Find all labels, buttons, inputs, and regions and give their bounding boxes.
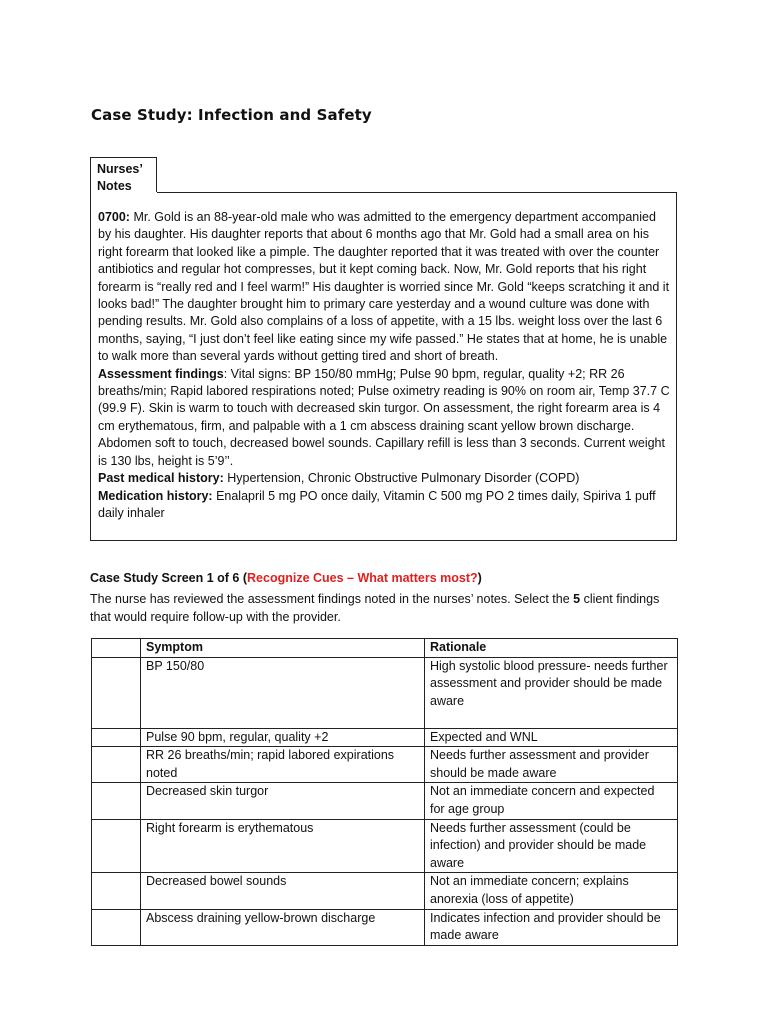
- select-column-header: [92, 639, 141, 658]
- instruction-pre: The nurse has reviewed the assessment findings noted in the nurses’ notes. Select the: [90, 592, 574, 606]
- symptom-cell: BP 150/80: [141, 657, 425, 728]
- nurses-notes-box: [90, 157, 677, 541]
- symptom-cell: RR 26 breaths/min; rapid labored expirations noted: [141, 747, 425, 783]
- rationale-cell: High systolic blood pressure- needs further assessment and provider should be made aware: [425, 657, 678, 728]
- note-0700: [98, 209, 672, 366]
- screen-heading: [90, 571, 482, 585]
- rationale-cell: Not an immediate concern; explains anorexia (loss of appetite): [425, 873, 678, 909]
- note-assessment-label: Assessment findings: [98, 366, 224, 381]
- select-cell[interactable]: [92, 657, 141, 728]
- note-medication: [98, 488, 672, 523]
- rationale-cell: Expected and WNL: [425, 728, 678, 747]
- select-cell[interactable]: [92, 873, 141, 909]
- note-0700-text: Mr. Gold is an 88-year-old male who was admitted to the emergency department accompanied by his daughter. His daughter reports that about 6 months ago that Mr. Gold had a small area on his right forearm that looked like a pimple. The daughter reported that it was treated with over the counter antibiotics and regular hot compresses, but it kept coming back. Now, Mr. Gold reports that his right forearm is “really red and I feel warm!” His daughter is worried since Mr. Gold “keeps scratching it and it looks bad!” The daughter brought him to primary care yesterday and a wound culture was done with pending results. Mr. Gold also complains of a loss of appetite, with a 15 lbs. weight loss over the last 6 months, saying, “I just don’t feel like eating since my wife passed.” He states that at home, he is unable to walk more than several yards without getting tired and short of breath.: [98, 210, 670, 364]
- table-row: [92, 728, 678, 747]
- note-medication-label: Medication history:: [98, 488, 213, 503]
- page-title: Case Study: Infection and Safety: [91, 106, 372, 124]
- select-cell[interactable]: [92, 819, 141, 873]
- findings-table: [91, 638, 678, 946]
- screen-heading-text: Case Study Screen 1 of 6 (: [90, 571, 248, 585]
- symptom-column-header: Symptom: [141, 639, 425, 658]
- screen-heading-close: ): [477, 571, 482, 585]
- select-cell[interactable]: [92, 728, 141, 747]
- screen-instructions: [90, 590, 680, 626]
- table-row: [92, 909, 678, 945]
- select-cell[interactable]: [92, 783, 141, 819]
- table-header-row: [92, 639, 678, 658]
- table-row: [92, 819, 678, 873]
- note-pmh-text: Hypertension, Chronic Obstructive Pulmonary Disorder (COPD): [223, 471, 580, 486]
- notes-frame: [90, 192, 677, 541]
- note-0700-label: 0700:: [98, 210, 130, 224]
- nurses-notes-tab: [90, 157, 157, 192]
- note-assessment: [98, 366, 672, 470]
- table-row: [92, 747, 678, 783]
- select-cell[interactable]: [92, 909, 141, 945]
- rationale-column-header: Rationale: [425, 639, 678, 658]
- symptom-cell: Abscess draining yellow-brown discharge: [141, 909, 425, 945]
- symptom-cell: Pulse 90 bpm, regular, quality +2: [141, 728, 425, 747]
- symptom-cell: Right forearm is erythematous: [141, 819, 425, 873]
- note-medication-text: Enalapril 5 mg PO once daily, Vitamin C 500 mg PO 2 times daily, Spiriva 1 puff daily inhaler: [98, 488, 656, 520]
- nurses-notes-tab-label: Nurses’ Notes: [97, 162, 143, 193]
- rationale-cell: Not an immediate concern and expected for age group: [425, 783, 678, 819]
- rationale-cell: Indicates infection and provider should be made aware: [425, 909, 678, 945]
- note-pmh: [98, 470, 672, 487]
- instruction-count: 5: [573, 592, 581, 606]
- screen-heading-cue: Recognize Cues – What matters most?: [247, 571, 478, 585]
- instruction-post: client findings that would require follow-up with the provider.: [90, 592, 660, 624]
- select-cell[interactable]: [92, 747, 141, 783]
- rationale-cell: Needs further assessment (could be infection) and provider should be made aware: [425, 819, 678, 873]
- table-row: [92, 657, 678, 728]
- notes-body: [98, 209, 672, 522]
- symptom-cell: Decreased skin turgor: [141, 783, 425, 819]
- table-row: [92, 783, 678, 819]
- note-assessment-text: : Vital signs: BP 150/80 mmHg; Pulse 90 bpm, regular, quality +2; RR 26 breaths/min; Rapid labored respirations noted; Pulse oximetry reading is 90% on room air, Temp 37.7 C (99.9 F). Skin is warm to touch with decreased skin turgor. On assessment, the right forearm area is 4 cm erythematous, firm, and palpable with a 1 cm abscess draining scant yellow brown discharge. Abdomen soft to touch, decreased bowel sounds. Capillary refill is less than 3 seconds. Current weight is 130 lbs, height is 5’9’’.: [98, 366, 670, 468]
- rationale-cell: Needs further assessment and provider should be made aware: [425, 747, 678, 783]
- table-row: [92, 873, 678, 909]
- symptom-cell: Decreased bowel sounds: [141, 873, 425, 909]
- note-pmh-label: Past medical history:: [98, 471, 224, 486]
